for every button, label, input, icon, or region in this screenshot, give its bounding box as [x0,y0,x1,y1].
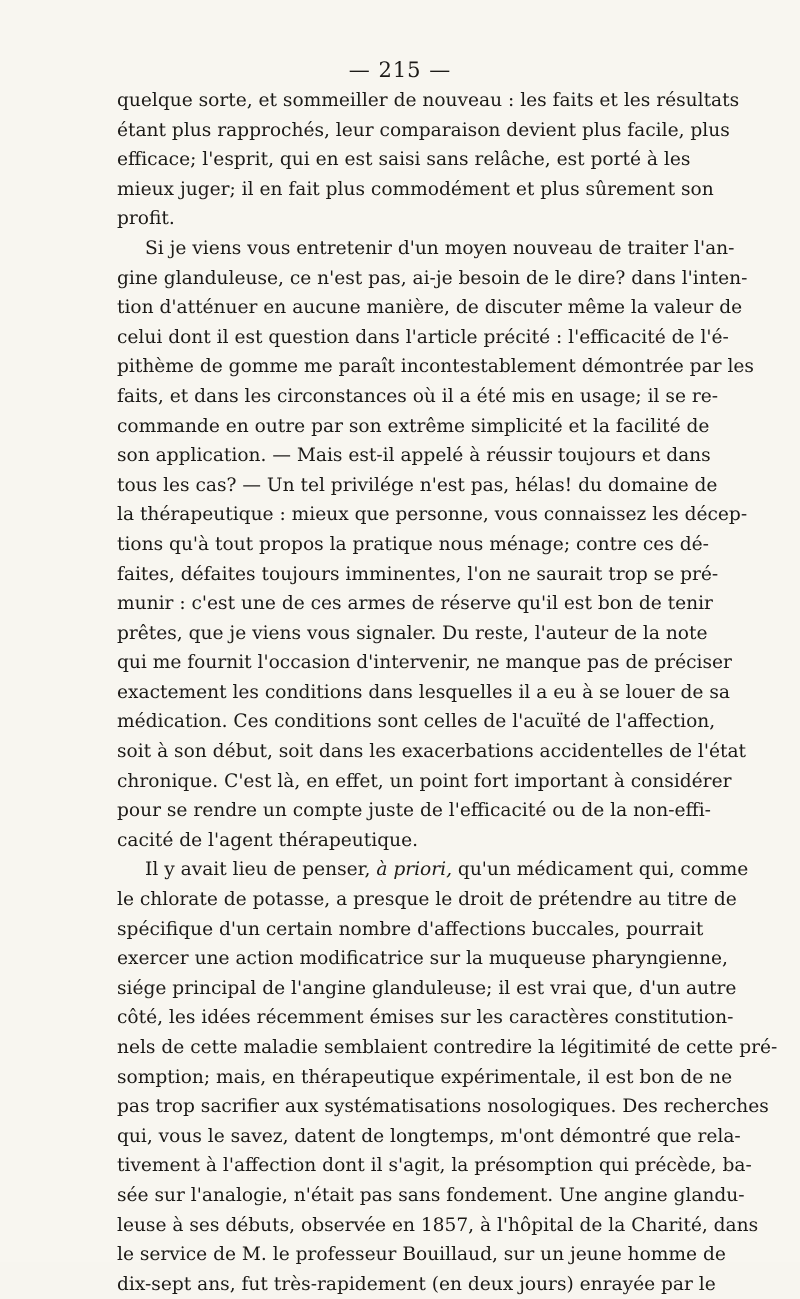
text-line: exercer une action modificatrice sur la muqueuse pharyngienne, [117,948,728,970]
text-line: tion d'atténuer en aucune manière, de discuter même la valeur de [117,297,743,319]
text-line: quelque sorte, et sommeiller de nouveau : les faits et les résultats [117,90,740,111]
text-line: siége principal de l'angine glanduleuse; il est vrai que, d'un autre [117,977,737,999]
text-line: sée sur l'analogie, n'était pas sans fondement. Une angine glandu- [117,1184,745,1206]
text-line: qui, vous le savez, datent de longtemps, m'ont démontré que rela- [117,1125,741,1147]
text-line: leuse à ses débuts, observée en 1857, à l'hôpital de la Charité, dans [117,1214,759,1236]
text-line: celui dont il est question dans l'article précité : l'efficacité de l'é- [117,326,729,348]
text-line: pithème de gomme me paraît incontestablement démontrée par les [117,356,754,378]
text-line: spécifique d'un certain nombre d'affections buccales, pourrait [117,918,704,940]
text-line: côté, les idées récemment émises sur les caractères constitution- [117,1007,734,1029]
body-text [117,86,778,1299]
page-number: — 215 — [348,58,452,82]
text-line: le service de M. le professeur Bouillaud, sur un jeune homme de [117,1244,726,1266]
text-line: le chlorate de potasse, a presque le droit de prétendre au titre de [117,889,737,911]
text-line: prêtes, que je viens vous signaler. Du reste, l'auteur de la note [117,622,708,644]
text-line: dix-sept ans, fut très-rapidement (en deux jours) enrayée par le [117,1273,716,1295]
text-line: gine glanduleuse, ce n'est pas, ai-je besoin de le dire? dans l'inten- [117,267,748,289]
text-line: tions qu'à tout propos la pratique nous ménage; contre ces dé- [117,533,709,555]
text-segment: Il y avait lieu de penser, [145,859,377,881]
text-line: qui me fournit l'occasion d'intervenir, ne manque pas de préciser [117,652,732,674]
text-line: son application. — Mais est-il appelé à réussir toujours et dans [117,445,711,467]
text-line: munir : c'est une de ces armes de réserve qu'il est bon de tenir [117,593,713,615]
text-line: mieux juger; il en fait plus commodément et plus sûrement son [117,178,714,200]
text-line: Si je viens vous entretenir d'un moyen nouveau de traiter l'an- [145,237,735,259]
text-line: cacité de l'agent thérapeutique. [117,829,418,851]
text-line: pas trop sacrifier aux systématisations nosologiques. Des recherches [117,1096,769,1118]
text-line: faites, défaites toujours imminentes, l'on ne saurait trop se pré- [117,563,719,585]
text-line [117,855,749,885]
text-line: nels de cette maladie semblaient contredire la légitimité de cette pré- [117,1037,778,1058]
italic-phrase: à priori, [376,859,453,881]
text-line: profit. [117,208,175,230]
text-line: faits, et dans les circonstances où il a été mis en usage; il se re- [117,385,719,407]
text-line: efficace; l'esprit, qui en est saisi sans relâche, est porté à les [117,149,691,171]
text-line: tivement à l'affection dont il s'agit, la présomption qui précède, ba- [117,1155,752,1177]
text-line: médication. Ces conditions sont celles de l'acuïté de l'affection, [117,711,716,733]
text-line: étant plus rapprochés, leur comparaison devient plus facile, plus [117,119,730,141]
text-line: somption; mais, en thérapeutique expérimentale, il est bon de ne [117,1066,733,1088]
text-line: tous les cas? — Un tel privilége n'est pas, hélas! du domaine de [117,474,718,496]
text-line: chronique. C'est là, en effet, un point fort important à considérer [117,770,732,792]
text-line: pour se rendre un compte juste de l'efficacité ou de la non-effi- [117,800,711,822]
text-line: soit à son début, soit dans les exacerbations accidentelles de l'état [117,741,747,763]
text-line: commande en outre par son extrême simplicité et la facilité de [117,415,710,437]
text-line: la thérapeutique : mieux que personne, vous connaissez les décep- [117,504,748,526]
text-line: exactement les conditions dans lesquelles il a eu à se louer de sa [117,681,730,703]
text-segment: qu'un médicament qui, comme [452,859,749,881]
